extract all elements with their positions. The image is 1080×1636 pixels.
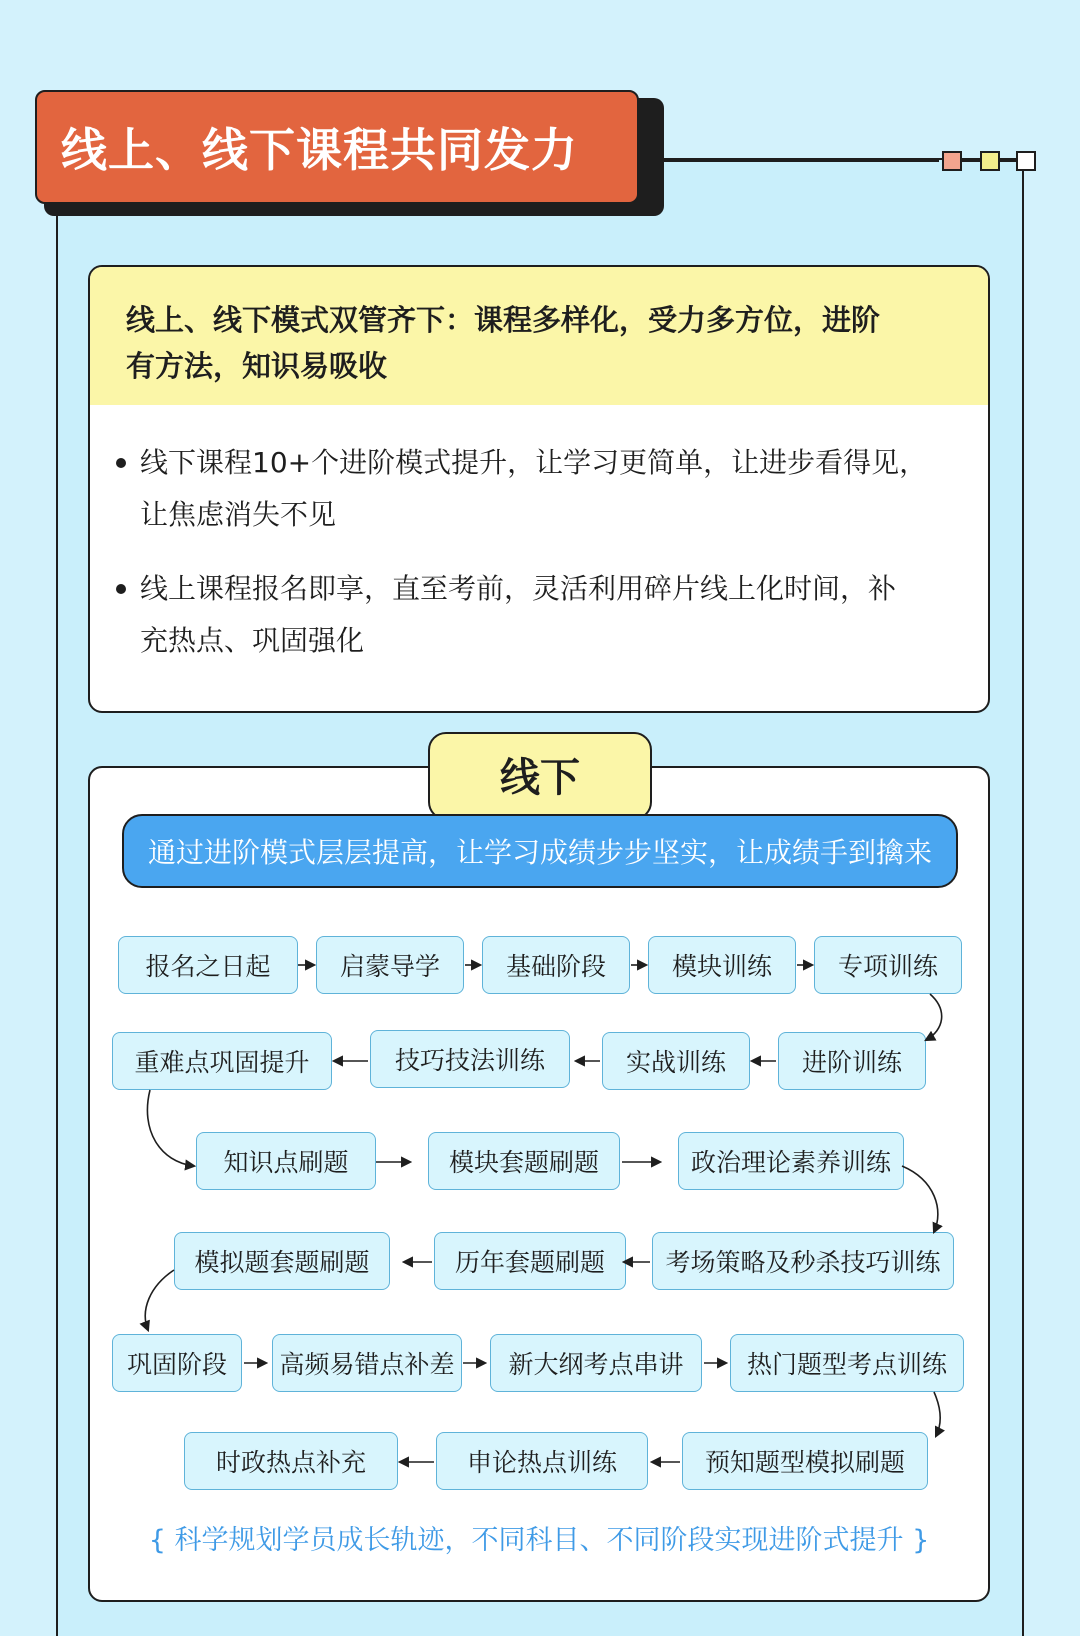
bullet-online-line1: 线上课程报名即享，直至考前，灵活利用碎片线上化时间，补	[140, 572, 897, 605]
bullet-offline	[116, 437, 960, 541]
bullet-online	[116, 563, 960, 667]
step-15: 模拟题套题刷题	[174, 1232, 390, 1290]
step-11: 模块套题刷题	[428, 1132, 620, 1190]
title-deco-line	[639, 160, 939, 162]
offline-banner: 通过进阶模式层层提高，让学习成绩步步坚实，让成绩手到擒来	[122, 814, 958, 888]
step-7: 实战训练	[602, 1032, 750, 1090]
deco-square-yellow	[980, 151, 1000, 171]
step-1: 报名之日起	[118, 936, 298, 994]
step-13: 考场策略及秒杀技巧训练	[652, 1232, 954, 1290]
step-4: 模块训练	[648, 936, 796, 994]
step-9: 重难点巩固提升	[112, 1032, 332, 1090]
offline-tab: 线下	[428, 732, 652, 820]
step-10: 知识点刷题	[196, 1132, 376, 1190]
bullet-online-line2: 充热点、巩固强化	[140, 624, 365, 657]
step-5: 专项训练	[814, 936, 962, 994]
deco-line-2	[962, 160, 982, 162]
step-19: 热门题型考点训练	[730, 1334, 964, 1392]
bullet-offline-line1: 线下课程10+个进阶模式提升，让学习更简单，让进步看得见，	[140, 446, 928, 479]
offline-footer: { 科学规划学员成长轨迹，不同科目、不同阶段实现进阶式提升 }	[148, 1525, 930, 1556]
deco-square-white	[1016, 151, 1036, 171]
step-3: 基础阶段	[482, 936, 630, 994]
step-21: 申论热点训练	[436, 1432, 648, 1490]
step-6: 进阶训练	[778, 1032, 926, 1090]
page-title	[35, 90, 639, 204]
step-22: 时政热点补充	[184, 1432, 398, 1490]
modes-heading-line2: 有方法，知识易吸收	[126, 349, 388, 383]
step-8: 技巧技法训练	[370, 1030, 570, 1088]
step-18: 新大纲考点串讲	[490, 1334, 702, 1392]
step-14: 历年套题刷题	[434, 1232, 626, 1290]
step-16: 巩固阶段	[112, 1334, 242, 1392]
modes-card	[88, 265, 990, 713]
step-20: 预知题型模拟刷题	[682, 1432, 928, 1490]
modes-heading-line1: 线上、线下模式双管齐下：课程多样化，受力多方位，进阶	[126, 303, 881, 337]
deco-square-orange	[942, 151, 962, 171]
step-17: 高频易错点补差	[272, 1334, 462, 1392]
page-title-text: 线上、线下课程共同发力	[61, 123, 578, 177]
step-12: 政治理论素养训练	[678, 1132, 904, 1190]
modes-heading	[90, 267, 988, 405]
step-2: 启蒙导学	[316, 936, 464, 994]
bullet-offline-line2: 让焦虑消失不见	[140, 498, 337, 531]
deco-line-3	[1000, 160, 1016, 162]
